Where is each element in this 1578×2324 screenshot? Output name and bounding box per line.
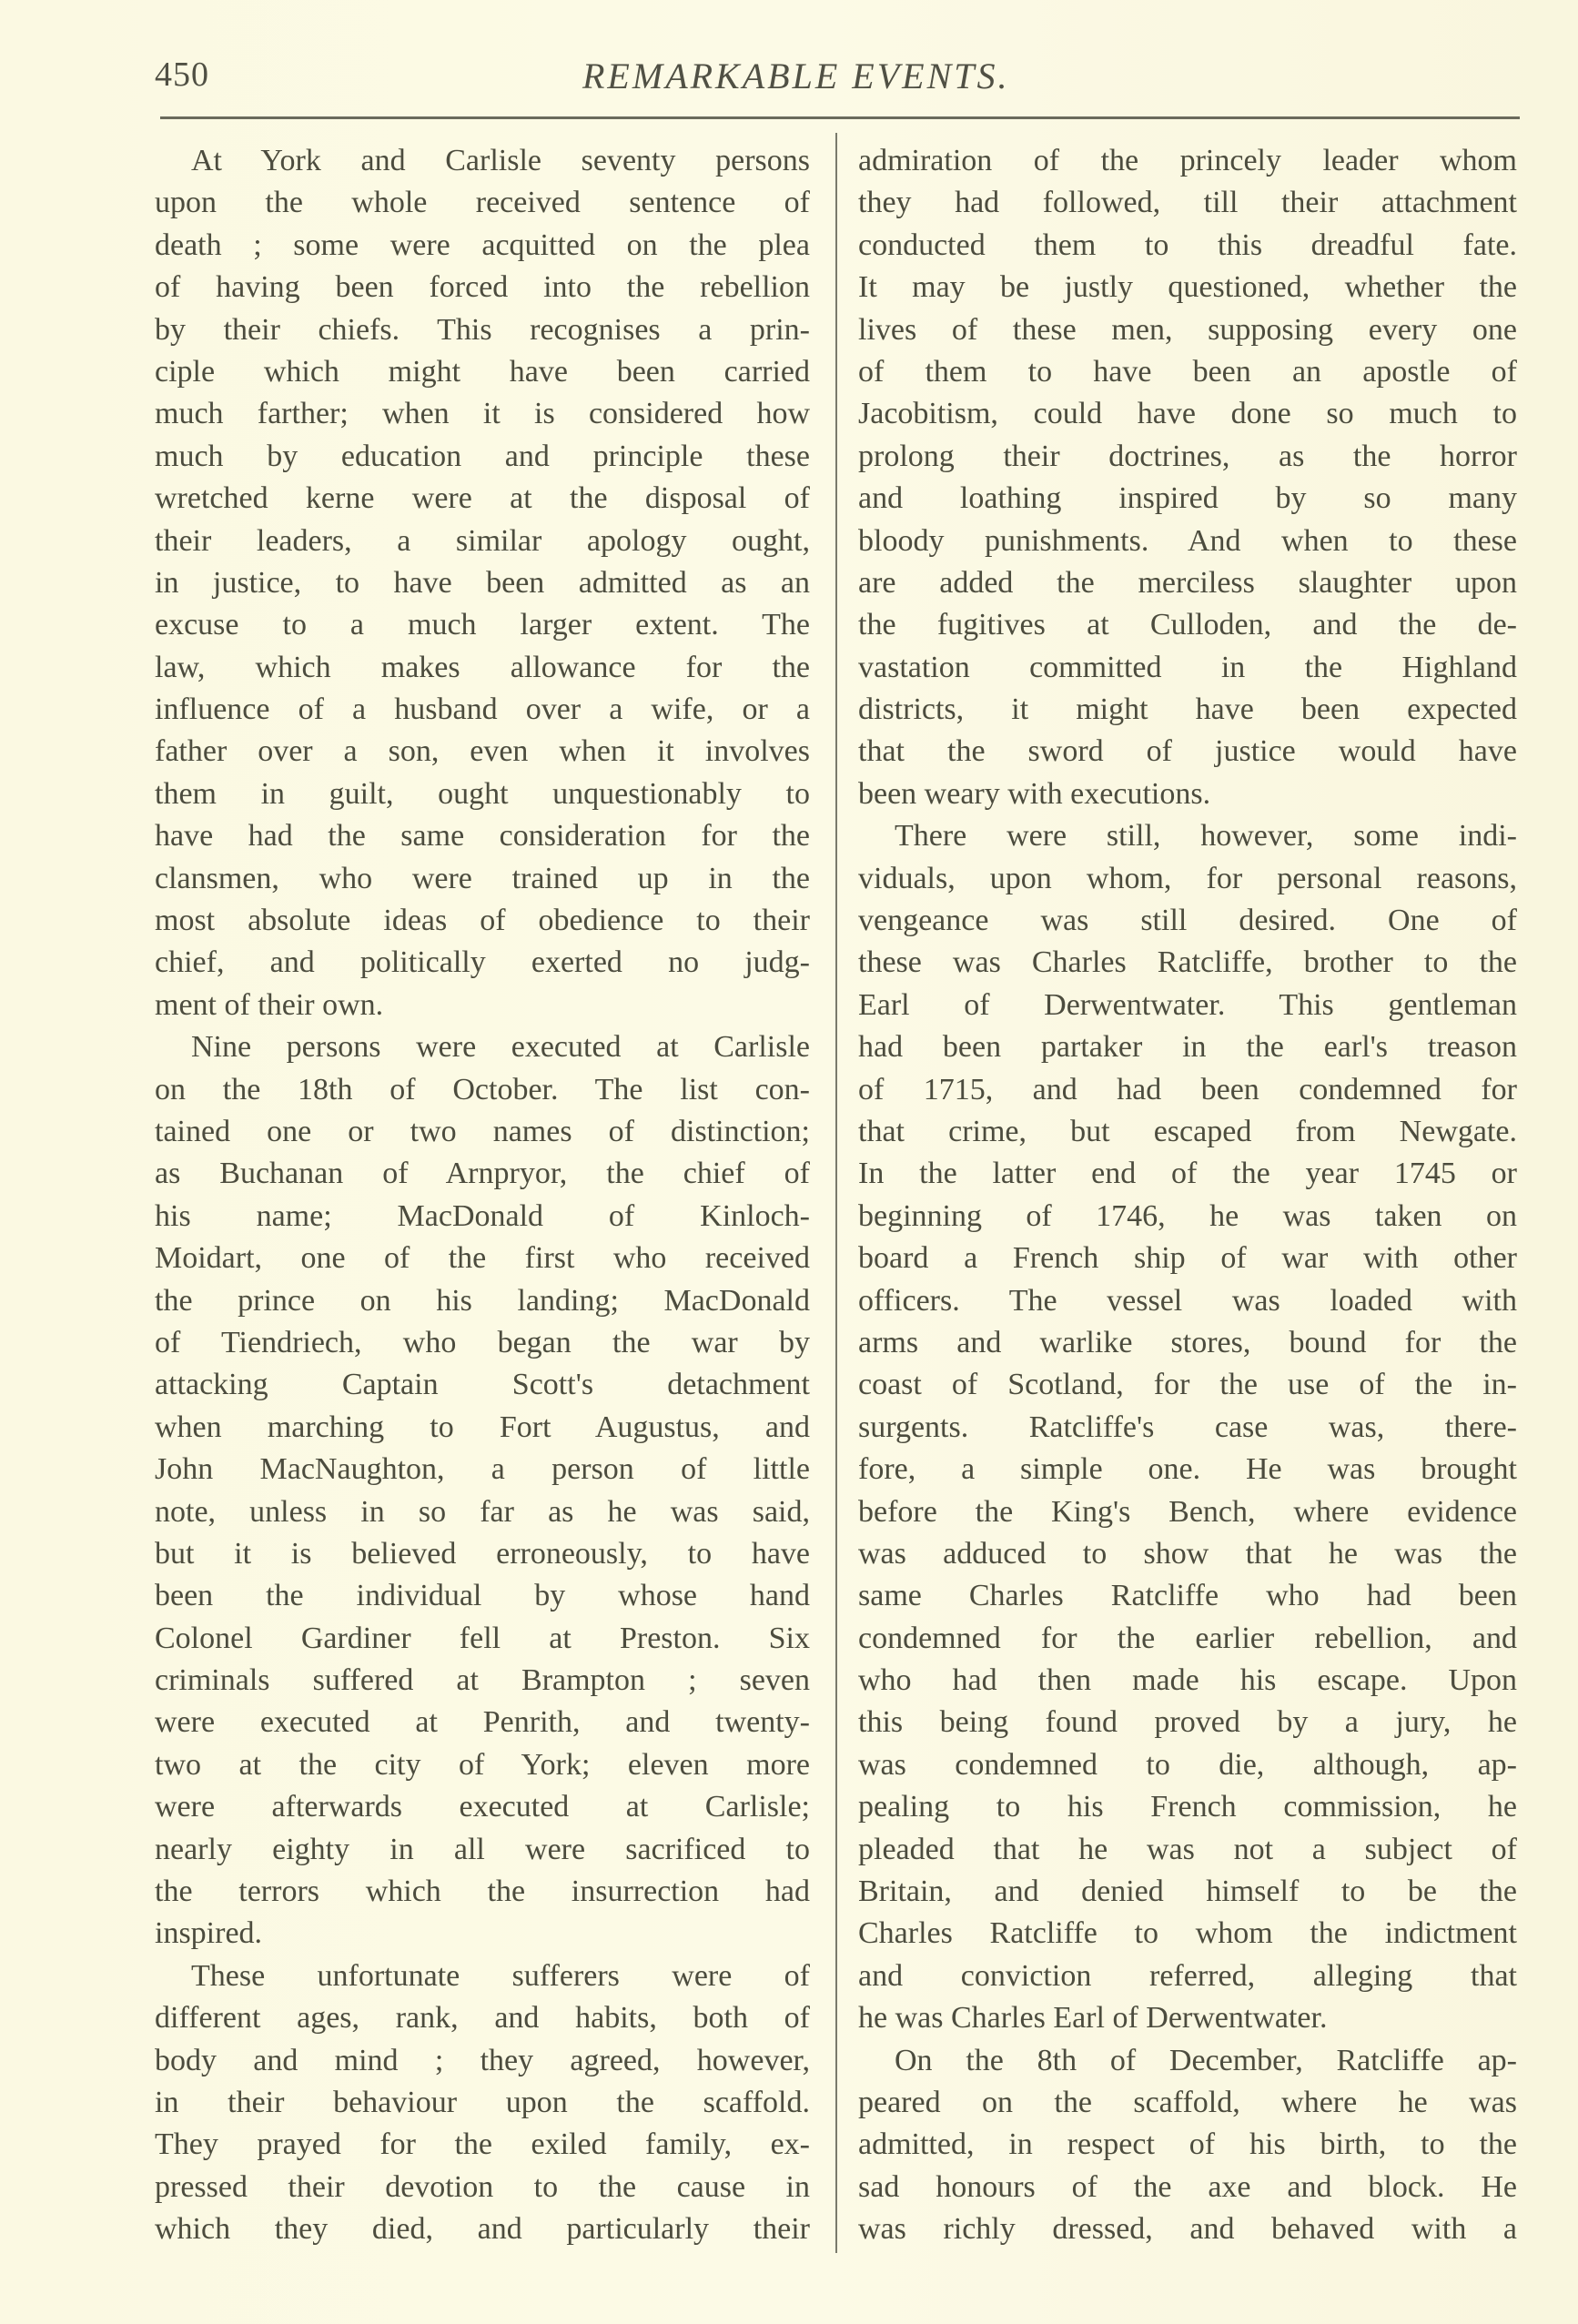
text-line: On the 8th of December, Ratcliffe ap-: [895, 2043, 1517, 2077]
text-line: death ; some were acquitted on the plea: [155, 227, 810, 262]
text-line: had been partaker in the earl's treason: [858, 1030, 1517, 1065]
text-line: pressed their devotion to the cause in: [155, 2169, 810, 2204]
text-line: clansmen, who were trained up in the: [155, 861, 810, 895]
text-line: peared on the scaffold, where he was: [858, 2085, 1517, 2119]
text-line: the terrors which the insurrection had: [155, 1874, 810, 1909]
text-line: most absolute ideas of obedience to their: [155, 904, 810, 938]
text-line: coast of Scotland, for the use of the in-: [858, 1368, 1517, 1402]
text-line: sad honours of the axe and block. He: [858, 2169, 1517, 2204]
text-line: influence of a husband over a wife, or a: [155, 692, 810, 727]
text-line: his name; MacDonald of Kinloch-: [155, 1198, 810, 1233]
text-line: They prayed for the exiled family, ex-: [155, 2127, 810, 2162]
text-line: attacking Captain Scott's detachment: [155, 1368, 810, 1402]
text-line: he was Charles Earl of Derwentwater.: [858, 2001, 1328, 2036]
text-line: inspired.: [155, 1916, 263, 1951]
text-line: the prince on his landing; MacDonald: [155, 1283, 810, 1318]
text-line: was adduced to show that he was the: [858, 1536, 1517, 1571]
text-line: board a French ship of war with other: [858, 1241, 1517, 1276]
text-line: Colonel Gardiner fell at Preston. Six: [155, 1621, 810, 1655]
text-line: surgents. Ratcliffe's case was, there-: [858, 1410, 1517, 1444]
text-line: Britain, and denied himself to be the: [858, 1874, 1517, 1909]
text-line: as Buchanan of Arnpryor, the chief of: [155, 1157, 810, 1191]
text-line: were executed at Penrith, and twenty-: [155, 1705, 810, 1740]
text-line: in justice, to have been admitted as an: [155, 565, 810, 600]
text-line: their leaders, a similar apology ought,: [155, 523, 810, 558]
header-rule: [160, 116, 1520, 119]
text-line: and loathing inspired by so many: [858, 481, 1517, 516]
left-column: [155, 140, 810, 2251]
text-line: before the King's Bench, where evidence: [858, 1494, 1517, 1529]
text-line: they had followed, till their attachment: [858, 186, 1517, 220]
text-line: of them to have been an apostle of: [858, 354, 1517, 389]
text-line: been the individual by whose hand: [155, 1579, 810, 1613]
text-line: tained one or two names of distinction;: [155, 1114, 810, 1148]
text-line: ciple which might have been carried: [155, 354, 810, 389]
text-line: was richly dressed, and behaved with a: [858, 2212, 1517, 2247]
text-line: John MacNaughton, a person of little: [155, 1452, 810, 1487]
text-line: which they died, and particularly their: [155, 2212, 810, 2247]
text-line: excuse to a much larger extent. The: [155, 608, 810, 642]
text-line: viduals, upon whom, for personal reasons,: [858, 861, 1517, 895]
text-line: beginning of 1746, he was taken on: [858, 1198, 1517, 1233]
text-line: bloody punishments. And when to these: [858, 523, 1517, 558]
text-line: arms and warlike stores, bound for the: [858, 1325, 1517, 1359]
text-line: been weary with executions.: [858, 776, 1211, 811]
text-line: vastation committed in the Highland: [858, 650, 1517, 684]
text-line: same Charles Ratcliffe who had been: [858, 1579, 1517, 1613]
text-line: prolong their doctrines, as the horror: [858, 439, 1517, 473]
text-line: of 1715, and had been condemned for: [858, 1072, 1517, 1106]
text-line: admiration of the princely leader whom: [858, 144, 1517, 177]
text-line: These unfortunate sufferers were of: [191, 1958, 810, 1993]
text-line: were afterwards executed at Carlisle;: [155, 1790, 810, 1824]
text-line: this being found proved by a jury, he: [858, 1705, 1517, 1740]
text-line: There were still, however, some indi-: [895, 819, 1517, 854]
text-line: admitted, in respect of his birth, to the: [858, 2127, 1517, 2162]
text-line: fore, a simple one. He was brought: [858, 1452, 1517, 1487]
text-line: by their chiefs. This recognises a prin-: [155, 312, 810, 347]
text-line: lives of these men, supposing every one: [858, 312, 1517, 347]
text-line: the fugitives at Culloden, and the de-: [858, 608, 1517, 642]
text-line: father over a son, even when it involves: [155, 734, 810, 769]
text-line: two at the city of York; eleven more: [155, 1747, 810, 1782]
text-line: conducted them to this dreadful fate.: [858, 227, 1517, 262]
text-line: At York and Carlisle seventy persons: [191, 144, 810, 177]
text-line: condemned for the earlier rebellion, and: [858, 1621, 1517, 1655]
text-line: Charles Ratcliffe to whom the indictment: [858, 1916, 1517, 1951]
text-line: on the 18th of October. The list con-: [155, 1072, 810, 1106]
text-line: pleaded that he was not a subject of: [858, 1832, 1517, 1866]
running-head: [0, 55, 1578, 109]
text-line: these was Charles Ratcliffe, brother to the: [858, 945, 1517, 980]
text-line: wretched kerne were at the disposal of: [155, 481, 810, 516]
text-line: them in guilt, ought unquestionably to: [155, 776, 810, 811]
text-line: It may be justly questioned, whether the: [858, 270, 1517, 305]
text-line: that the sword of justice would have: [858, 734, 1517, 769]
text-line: who had then made his escape. Upon: [858, 1663, 1517, 1698]
text-line: ment of their own.: [155, 987, 384, 1022]
text-line: Jacobitism, could have done so much to: [858, 397, 1517, 431]
text-line: chief, and politically exerted no judg-: [155, 945, 810, 980]
text-line: Moidart, one of the first who received: [155, 1241, 810, 1276]
text-line: of Tiendriech, who began the war by: [155, 1325, 810, 1359]
text-line: different ages, rank, and habits, both of: [155, 2001, 810, 2036]
text-line: criminals suffered at Brampton ; seven: [155, 1663, 810, 1698]
text-line: but it is believed erroneously, to have: [155, 1536, 810, 1571]
text-line: body and mind ; they agreed, however,: [155, 2043, 810, 2077]
text-line: of having been forced into the rebellion: [155, 270, 810, 305]
text-line: nearly eighty in all were sacrificed to: [155, 1832, 810, 1866]
right-column: [858, 140, 1517, 2251]
text-line: much farther; when it is considered how: [155, 397, 810, 431]
text-line: was condemned to die, although, ap-: [858, 1747, 1517, 1782]
text-line: in their behaviour upon the scaffold.: [155, 2085, 810, 2119]
text-line: have had the same consideration for the: [155, 819, 810, 854]
text-line: Nine persons were executed at Carlisle: [191, 1030, 810, 1065]
column-divider: [835, 133, 837, 2253]
text-line: pealing to his French commission, he: [858, 1790, 1517, 1824]
text-line: In the latter end of the year 1745 or: [858, 1157, 1517, 1191]
text-line: much by education and principle these: [155, 439, 810, 473]
text-line: that crime, but escaped from Newgate.: [858, 1114, 1517, 1148]
text-line: districts, it might have been expected: [858, 692, 1517, 727]
text-line: Earl of Derwentwater. This gentleman: [858, 987, 1517, 1022]
text-line: are added the merciless slaughter upon: [858, 565, 1517, 600]
page-number: 450: [155, 56, 209, 94]
text-line: law, which makes allowance for the: [155, 650, 810, 684]
text-line: officers. The vessel was loaded with: [858, 1283, 1517, 1318]
text-line: note, unless in so far as he was said,: [155, 1494, 810, 1529]
text-line: when marching to Fort Augustus, and: [155, 1410, 810, 1444]
text-line: upon the whole received sentence of: [155, 186, 810, 220]
text-line: and conviction referred, alleging that: [858, 1958, 1517, 1993]
running-title: REMARKABLE EVENTS.: [582, 56, 1010, 96]
text-line: vengeance was still desired. One of: [858, 904, 1517, 938]
